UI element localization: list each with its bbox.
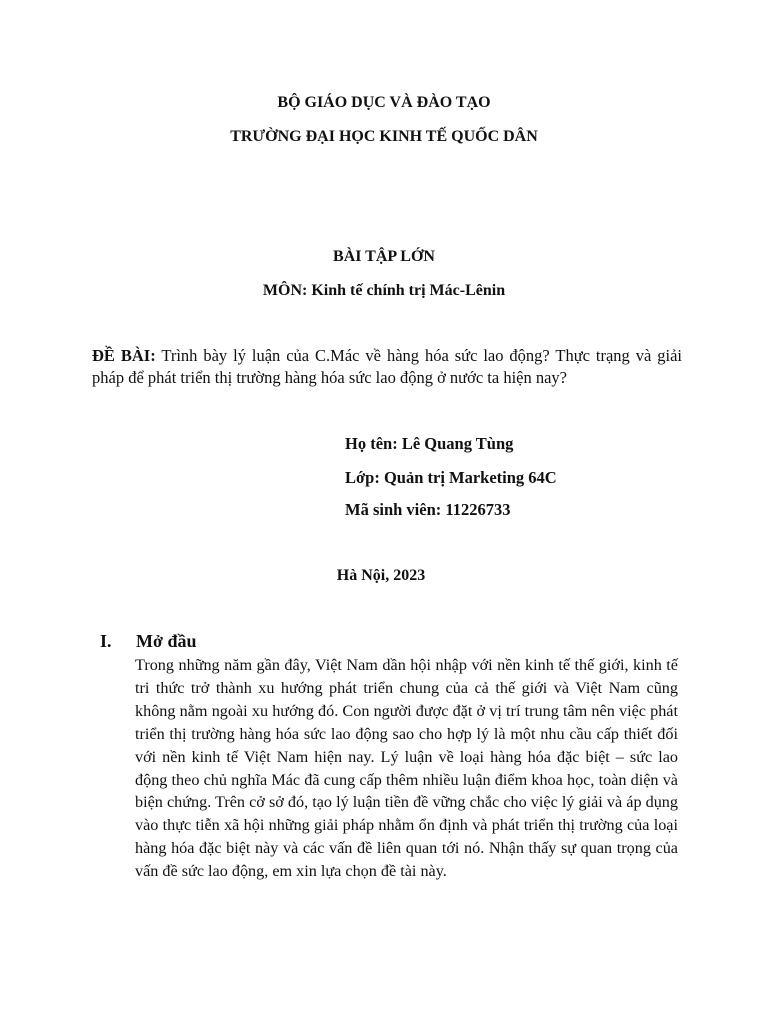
section-number: I. [100,631,112,651]
place-date: Hà Nội, 2023 [336,567,426,584]
assignment-title: BÀI TẬP LỚN [333,248,435,265]
student-name: Họ tên: Lê Quang Tùng [345,434,514,453]
intro-paragraph: Trong những năm gần đây, Việt Nam dần hội nhập với nền kinh tế thế giới, kinh tế tri thức trở thành xu hướng phát triển chung của cả thế giới và Việt Nam cũng không nằm ngoài xu hướng đó. Con người được đặt ở vị trí trung tâm nên việc phát triển thị trường hàng hóa sức lao động sao cho hợp lý là một nhu cầu cấp thiết đối với nền kinh tế Việt Nam hiện nay. Lý luận về loại hàng hóa đặc biệt – sức lao động theo chủ nghĩa Mác đã cung cấp thêm nhiều luận điểm khoa học, toàn diện và biện chứng. Trên cở sở đó, tạo lý luận tiền đề vững chắc cho việc lý giải và áp dụng vào thực tiễn xã hội những giải pháp nhằm ổn định và phát triển thị trường của loại hàng hóa đặc biệt này và các vấn đề liên quan tới nó. Nhận thấy sự quan trọng của vấn đề sức lao động, em xin lựa chọn đề tài này. [135,656,678,881]
topic-text: Trình bày lý luận của C.Mác về hàng hóa sức lao động? Thực trạng và giải pháp để phát triển thị trường hàng hóa sức lao động ở nước ta hiện nay? [92,346,682,387]
university-heading: TRƯỜNG ĐẠI HỌC KINH TẾ QUỐC DÂN [230,128,538,145]
assignment-topic [92,345,682,389]
ministry-heading: BỘ GIÁO DỤC VÀ ĐÀO TẠO [277,94,491,111]
section-title: Mở đầu [136,631,197,651]
student-id: Mã sinh viên: 11226733 [345,500,511,519]
topic-label: ĐỀ BÀI: [92,346,156,365]
subject-line: MÔN: Kinh tế chính trị Mác-Lênin [262,282,506,299]
student-class: Lớp: Quản trị Marketing 64C [345,468,557,487]
